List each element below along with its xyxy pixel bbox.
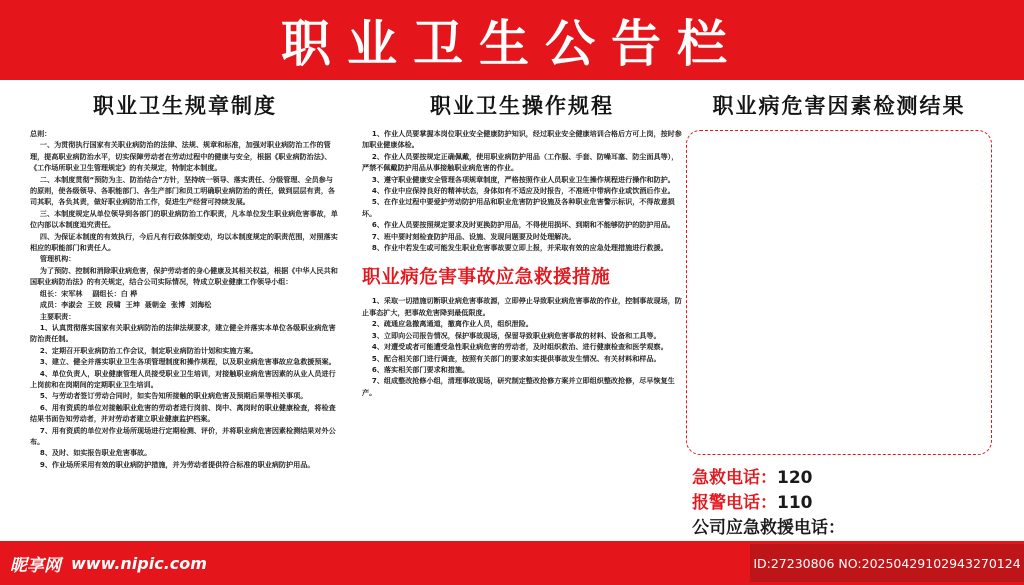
- emergency-measures-text: 1、采取一切措施切断职业病危害事故源，立即停止导致职业病危害事故的作业，控制事故现场，防止事态扩大，把事故危害降到最低限度。 2、疏通应急撤离通道，撤离作业人员，组织泄险。 3、立即向公司报告情况，保护事故现场，保留导致职业病危害事故的材料、设备和工具等。 4、对遭受或者可能遭受急性职业病危害的劳动者，及时组织救治、进行健康检查和医学观察。 5、配合相关部门进行调查，按照有关部门的要求如实提供事故发生情况、有关材料和样品。 6、落实相关部门要求和措施。 7、组成整改抢修小组，清理事故现场，研究制定整改抢修方案并立即组织整改抢修，尽早恢复生产。: [362, 296, 682, 397]
- phone-line-company: [692, 516, 1012, 541]
- phone-label: 报警电话：: [692, 493, 777, 513]
- watermark-id: ID:27230806 NO:20250429102943270124: [750, 544, 1024, 582]
- phone-label: 公司应急救援电话：: [692, 518, 845, 538]
- phone-label: 急救电话：: [692, 468, 777, 488]
- phone-line-police: [692, 491, 1012, 516]
- detection-results-box: [686, 130, 992, 455]
- phone-number: 120: [777, 468, 813, 488]
- procedures-column: [362, 88, 682, 398]
- emergency-measures-title: 职业病危害事故应急救援措施: [362, 267, 611, 289]
- detection-results-title: 职业病危害因素检测结果: [712, 94, 966, 118]
- page-title: 职业卫生公告栏: [281, 15, 743, 73]
- watermark-logo: 昵享网: [10, 555, 61, 576]
- watermark-left: [0, 541, 340, 585]
- detection-results-column: [686, 88, 992, 126]
- emergency-phones: [692, 466, 1012, 541]
- procedures-text: 1、作业人员要掌握本岗位职业安全健康防护知识，经过职业安全健康培训合格后方可上岗，按时参加职业健康体检。 2、作业人员要按规定正确佩戴，使用职业病防护用品（工作服、手套、防噪耳塞、防尘面具等），严禁不佩戴防护用品从事接触职业病危害的作业。 3、遵守职业健康安全管理各项规章制度，严格按照作业人员职业卫生操作规程进行操作和防护。 4、作业中应保持良好的精神状态，身体如有不适应及时报告，不准班中带病作业或饮酒后作业。 5、在作业过程中要爱护劳动防护用品和职业危害防护设施及各种职业危害警示标识，不得故意损坏。 6、作业人员要按照规定要求及时更换防护用品，不得使用损坏、到期和不能够防护的防护用品。 7、班中要时刻检查防护用品、设施、发现问题要及时处理解决。 8、作业中若发生或可能发生职业危害事故要立即上报，并采取有效的应急处理措施进行救援。: [362, 129, 682, 253]
- header-banner: [0, 0, 1024, 80]
- phone-line-ambulance: [692, 466, 1012, 491]
- watermark-url: www.nipic.com: [71, 553, 207, 573]
- regulations-column: [30, 88, 340, 470]
- procedures-title: 职业卫生操作规程: [430, 94, 614, 118]
- phone-number: 110: [777, 493, 813, 513]
- regulations-text: 总则： 一、为贯彻执行国家有关职业病防治的法律、法规、规章和标准，加强对职业病防治工作的管理，提高职业病防治水平，切实保障劳动者在劳动过程中的健康与安全，根据《职业病防治法》、《工作场所职业卫生管理规定》的有关规定，特制定本制度。 二、本制度贯彻“预防为主、防治结合”方针，坚持统一领导、落实责任、分级管理、全员参与的原则，使各级领导、各职能部门、各生产部门和员工明确职业病防治的责任，做到层层有责，各司其职，各负其责，做好职业病防治工作，促进生产经营可持续发展。 三、本制度规定从单位领导到各部门的职业病防治工作职责，凡本单位发生职业病危害事故，单位内部以本制度追究责任。 四、为保证本制度的有效执行，今后凡有行政体制变动，均以本制度规定的职责范围，对照落实相应的职能部门和责任人。 管理机构： 为了预防、控制和消除职业病危害，保护劳动者的身心健康及其相关权益，根据《中华人民共和国职业病防治法》的有关规定，结合公司实际情况，特成立职业健康工作领导小组： 组长：宋军林 副组长：白 桦 成员：李淑会 王姣 段啸 王坤 聂朝金 张博 刘海松 主要职责： 1、认真贯彻落实国家有关职业病防治的法律法规要求，建立健全并落实本单位各级职业病危害防治责任制。 2、定期召开职业病防治工作会议，制定职业病防治计划和实施方案。 3、建立、健全并落实职业卫生各项管理制度和操作规程，以及职业病危害事故应急救援预案。 4、单位负责人，职业健康管理人员接受职业卫生培训，对接触职业病危害因素的从业人员进行上岗前和在岗期间的定期职业卫生培训。 5、与劳动者签订劳动合同时，如实告知所接触的职业病危害及预期后果等相关事项。 6、用有资质的单位对接触职业危害的劳动者进行岗前、岗中、离岗时的职业健康检查，将检查结果书面告知劳动者，并对劳动者建立职业健康监护档案。 7、用有资质的单位对作业场所现场进行定期检测、评价，并将职业病危害因素检测结果对外公布。 8、及时、如实报告职业危害事故。 9、作业场所采用有效的职业病防护措施，并为劳动者提供符合标准的职业病防护用品。: [30, 129, 338, 469]
- regulations-title: 职业卫生规章制度: [93, 94, 277, 118]
